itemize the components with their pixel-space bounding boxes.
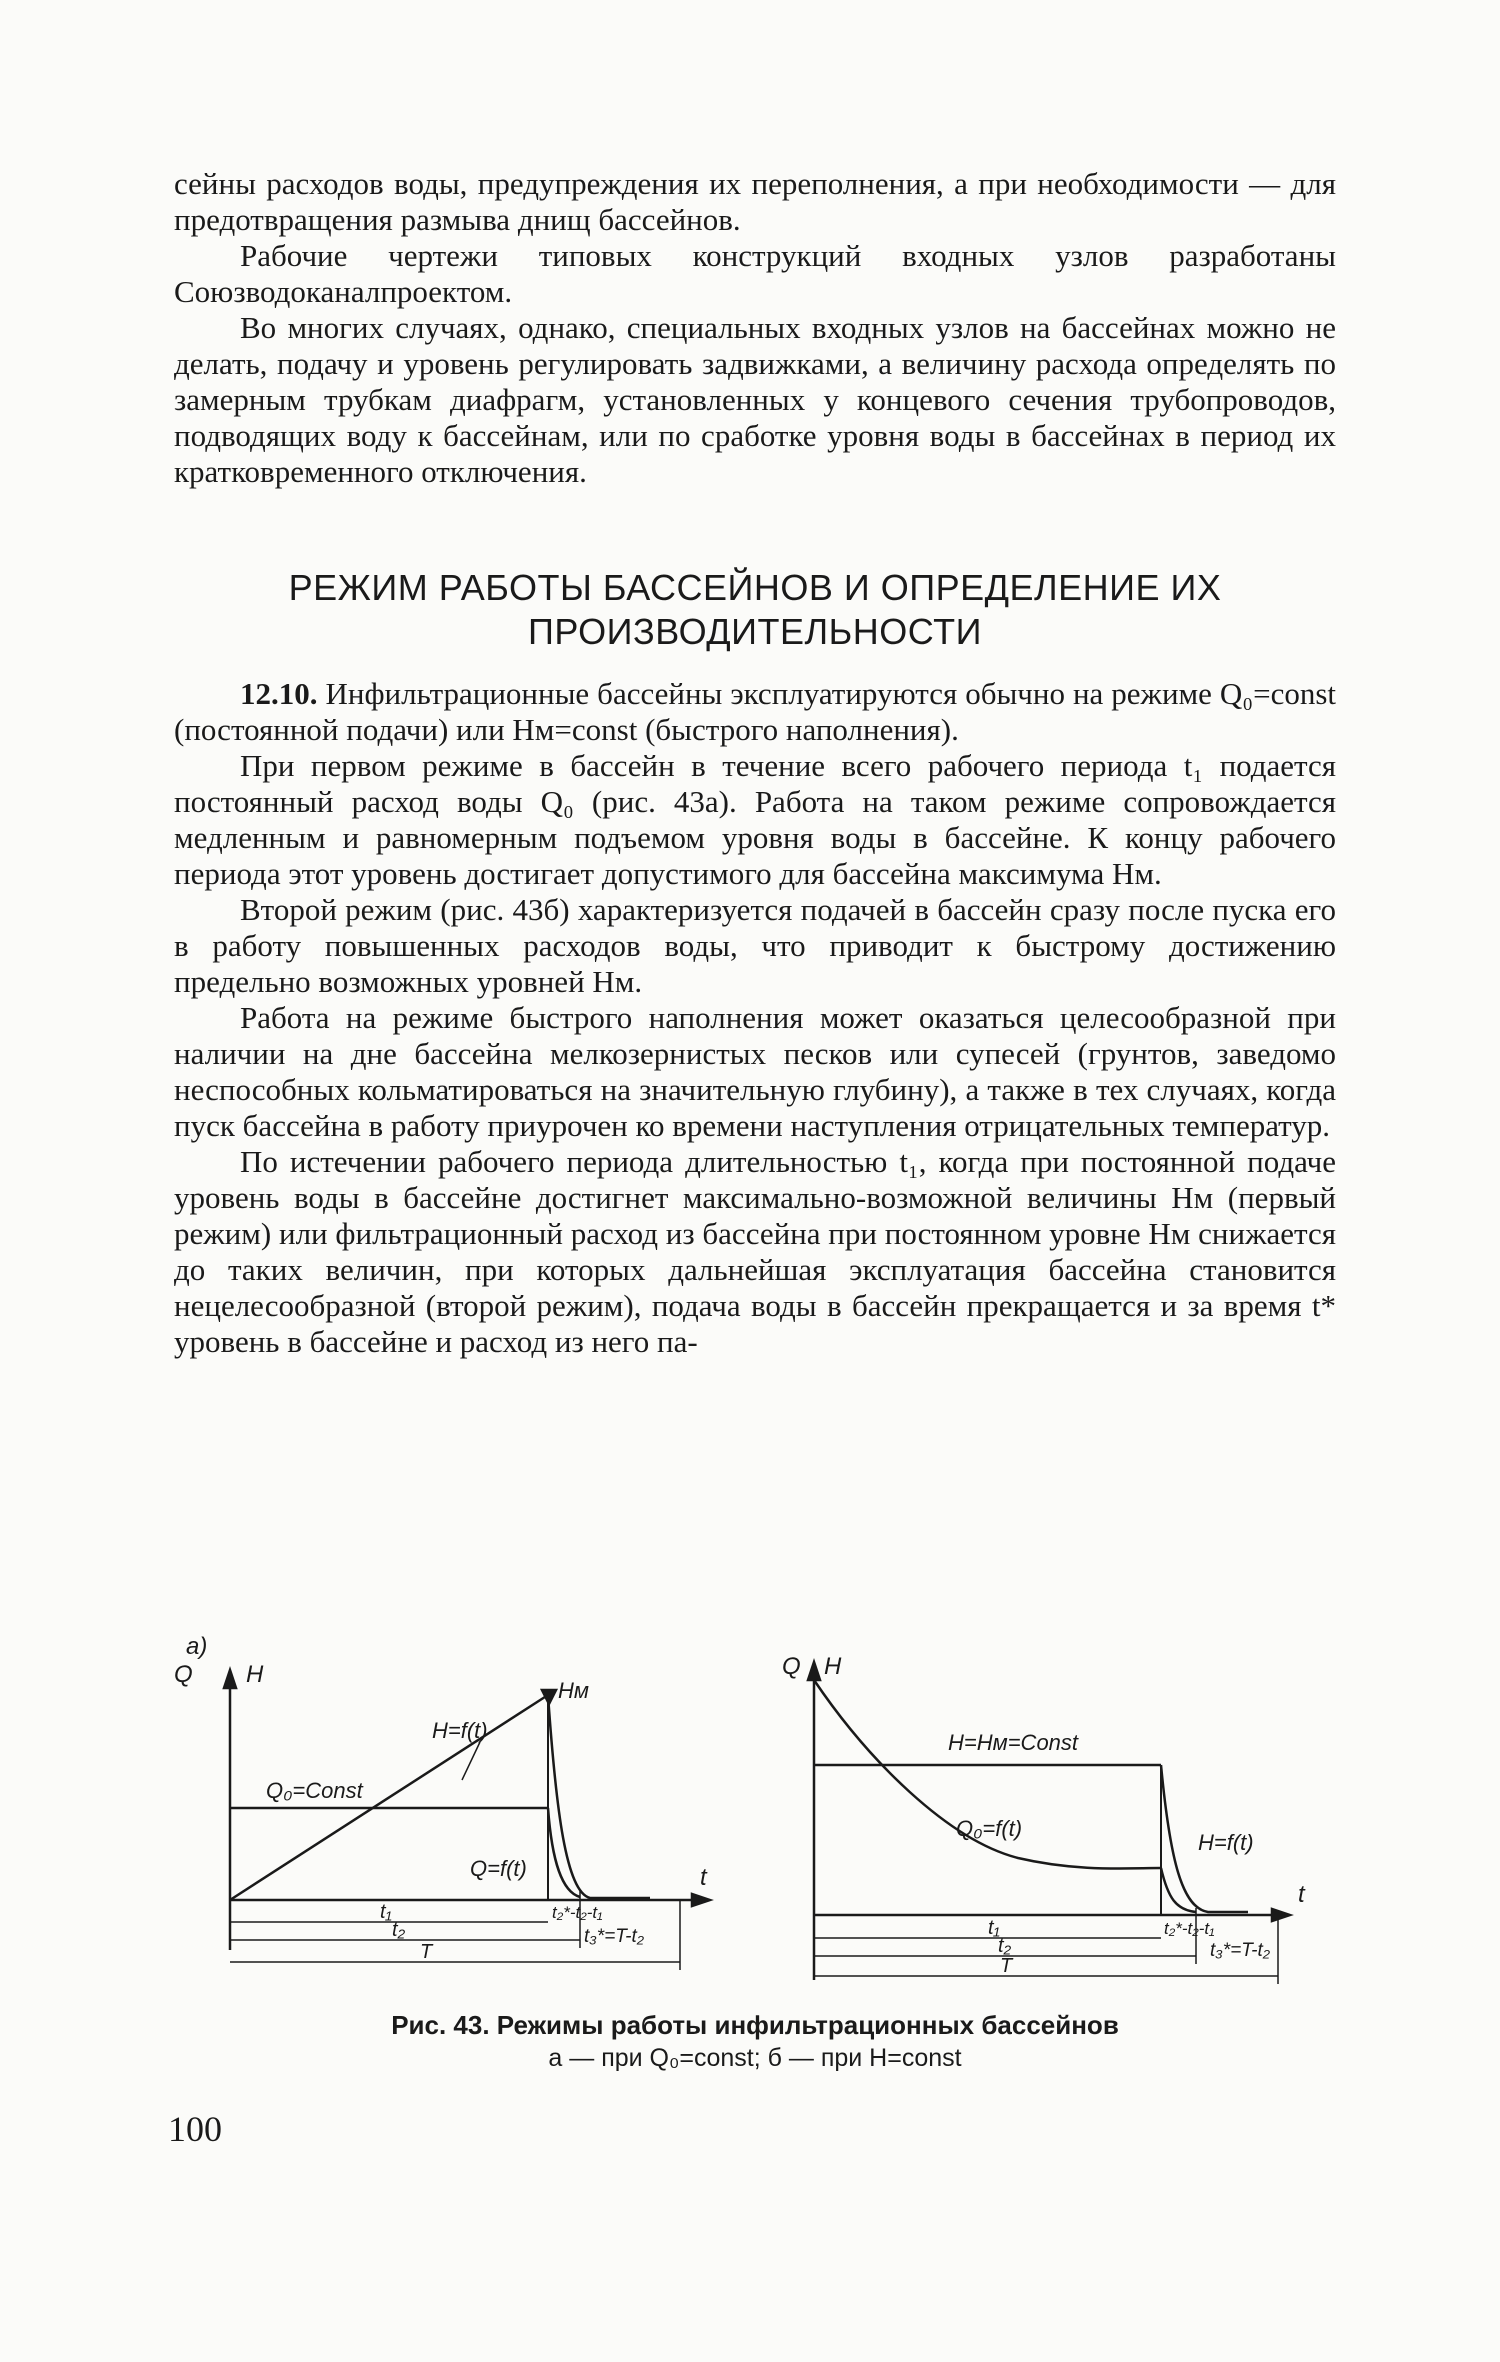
paragraph: Работа на режиме быстрого наполнения может оказаться целесообразной при наличии на дне бассейна мелкозернистых песков или супесей (грунтов, заведомо неспособных кольматироваться на значительную глубину), а также в тех случаях, когда пуск бассейна в работу приурочен ко времени наступления отрицательных температур.	[174, 1000, 1336, 1143]
T-label: T	[1000, 1955, 1013, 1977]
paragraph: По истечении рабочего периода длительностью t₁, когда при постоянной подаче уровень воды в бассейне достигнет максимально-возможной величины Hм (первый режим) или фильтрационный расход из бассейна при постоянном уровне Hм снижается до таких величин, при которых дальнейшая эксплуатация бассейна становится нецелесообразной (второй режим), подача воды в бассейн прекращается и за время t* уровень в бассейне и расход из него па-	[174, 1144, 1336, 1359]
axis-h-label: H	[246, 1661, 264, 1688]
top-text	[174, 166, 1336, 490]
t3-label: t₃*=T-t₂	[584, 1926, 645, 1947]
T-label: T	[420, 1941, 433, 1963]
section-heading: РЕЖИМ РАБОТЫ БАССЕЙНОВ И ОПРЕДЕЛЕНИЕ ИХ ПРОИЗВОДИТЕЛЬНОСТИ	[288, 567, 1222, 652]
panel-label: а)	[186, 1633, 208, 1660]
caption-title: Рис. 43. Режимы работы инфильтрационных бассейнов	[391, 2010, 1119, 2040]
x-axis-arrow	[692, 1894, 710, 1906]
paragraph: Второй режим (рис. 43б) характеризуется подачей в бассейн сразу после пуска его в работу повышенных расходов воды, что приводит к быстрому достижению предельно возможных уровней Hм.	[174, 892, 1336, 999]
figure-a	[170, 1630, 750, 1970]
t1-label: t₁	[380, 1901, 392, 1923]
t-small-label: t₂*-t₂-t₁	[552, 1903, 603, 1922]
t3-label: t₃*=T-t₂	[1210, 1940, 1271, 1961]
paragraph: сейны расходов воды, предупреждения их переполнения, а при необходимости — для предотвращения размыва днищ бассейнов.	[174, 166, 1336, 237]
hm-label: Hм	[558, 1678, 589, 1703]
main-text	[174, 676, 1336, 1360]
paragraph-text: Инфильтрационные бассейны эксплуатируются обычно на режиме Q₀=const (постоянной подачи) или Hм=const (быстрого наполнения).	[174, 676, 1337, 747]
paragraph	[174, 676, 1336, 748]
axis-t-label: t	[700, 1864, 707, 1891]
axis-t-label: t	[1298, 1881, 1305, 1908]
t1-label: t₁	[988, 1917, 1000, 1939]
h-const-label: H=Hм=Const	[948, 1730, 1079, 1755]
paragraph: Во многих случаях, однако, специальных входных узлов на бассейнах можно не делать, подачу и уровень регулировать задвижками, а величину расхода определять по замерным трубкам диафрагм, установленных у концевого сечения трубопроводов, подводящих воду к бассейнам, или по сработке уровня воды в бассейнах в период их кратковременного отключения.	[174, 310, 1336, 489]
figure-caption	[174, 2008, 1336, 2074]
section-number: 12.10.	[240, 676, 318, 711]
h-decline-curve	[548, 1695, 650, 1898]
paragraph: При первом режиме в бассейн в течение всего рабочего периода t₁ подается постоянный расход воды Q₀ (рис. 43а). Работа на таком режиме сопровождается медленным и равномерным подъемом уровня воды в бассейне. К концу рабочего периода этот уровень достигает допустимого для бассейна максимума Hм.	[174, 748, 1336, 891]
h-curve-label: H=f(t)	[1198, 1830, 1254, 1855]
q-curve-label: Q₀=f(t)	[956, 1816, 1023, 1841]
axis-h-label: H	[824, 1653, 842, 1680]
paragraph: Рабочие чертежи типовых конструкций входных узлов разработаны Союзводоканалпроектом.	[174, 238, 1336, 309]
page-number: 100	[168, 2109, 222, 2149]
x-axis-arrow	[1272, 1909, 1290, 1921]
y-axis-arrow	[808, 1662, 820, 1680]
axis-q-label: Q	[782, 1653, 801, 1680]
t2-label: t₂	[392, 1919, 406, 1941]
t2-label: t₂	[998, 1935, 1012, 1957]
q-curve-label: Q=f(t)	[470, 1856, 527, 1881]
axis-q-label: Q	[174, 1661, 193, 1688]
caption-subtitle: а — при Q₀=const; б — при H=const	[548, 2044, 962, 2072]
y-axis-arrow	[224, 1670, 236, 1688]
q0-label: Q₀=Const	[266, 1778, 363, 1803]
h-curve-label: H=f(t)	[432, 1718, 488, 1743]
figure-b	[778, 1640, 1358, 1985]
t-small-label: t₂*-t₂-t₁	[1164, 1919, 1215, 1938]
